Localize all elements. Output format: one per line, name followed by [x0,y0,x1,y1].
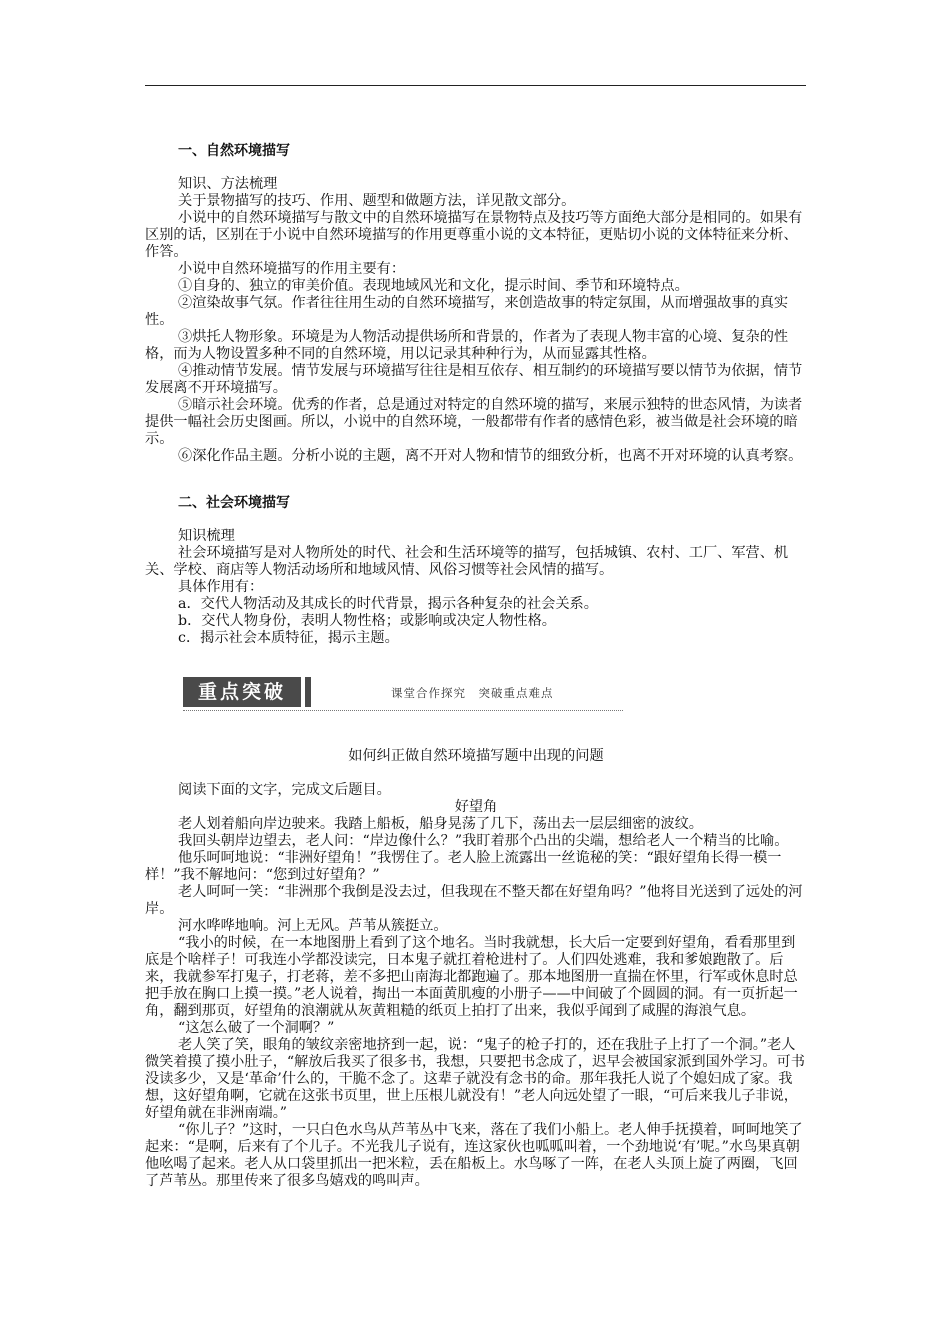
paragraph: ⑤暗示社会环境。优秀的作者，总是通过对特定的自然环境的描写，来展示独特的世态风情，为读者提供一幅社会历史图画。所以，小说中的自然环境，一般都带有作者的感情色彩，被当做是社会环境的暗示。 [145,397,803,447]
story-paragraph: “你儿子？”这时，一只白色水鸟从芦苇丛中飞来，落在了我们小船上。老人伸手抚摸着，呵呵地笑了起来：“是啊，后来有了个儿子。不光我儿子说有，连这家伙也呱呱叫着，一个劲地说‘有’呢。”水鸟果真朝他吆喝了起来。老人从口袋里抓出一把米粒，丢在船板上。水鸟啄了一阵，在老人头顶上旋了两圈，飞回了芦苇丛。那里传来了很多鸟嬉戏的鸣叫声。 [145,1122,803,1189]
banner-dotted-line [183,710,623,712]
section1-heading: 一、自然环境描写 [178,143,290,159]
section-banner [183,677,623,713]
paragraph: ①自身的、独立的审美价值。表现地域风光和文化，提示时间、季节和环境特点。 [178,278,689,294]
paragraph: 知识梳理 [178,528,235,544]
section1-body [145,176,807,465]
story-paragraph: 河水哗哗地响。河上无风。芦苇从簇挺立。 [178,918,448,934]
story-paragraph: 老人笑了笑，眼角的皱纹亲密地挤到一起，说：“鬼子的枪子打的，还在我肚子上打了一个洞。”老人微笑着摸了摸小肚子，“解放后我买了很多书，我想，只要把书念成了，迟早会被国家派到国外学习。可书没读多少，又是‘革命’什么的，干脆不念了。这辈子就没有念书的命。那年我托人说了个媳妇成了家。我想，这好望角啊，它就在这张书页里，世上压根儿就没有！”老人向远处望了一眼，“可后来我儿子非说，好望角就在非洲南端。” [145,1037,805,1121]
story-paragraph: 他乐呵呵地说：“非洲好望角！”我愣住了。老人脸上流露出一丝诡秘的笑：“跟好望角长得一模一样！”我不解地问：“您到过好望角？” [145,850,782,883]
story-paragraph: 我回头朝岸边望去，老人问：“岸边像什么？”我盯着那个凸出的尖端，想给老人一个精当的比喻。 [178,833,789,849]
paragraph: 小说中自然环境描写的作用主要有： [178,261,406,277]
header-rule [145,85,806,86]
banner-title: 重点突破 [183,677,301,707]
banner-subtitle: 课堂合作探究 突破重点难点 [391,686,554,700]
instruction: 阅读下面的文字，完成文后题目。 [178,782,391,798]
paragraph: a．交代人物活动及其成长的时代背景，揭示各种复杂的社会关系。 [178,596,598,612]
banner-bar [305,677,311,707]
reading-section [145,782,807,1190]
story-paragraph: “我小的时候，在一本地图册上看到了这个地名。当时我就想，长大后一定要到好望角，看看那里到底是个啥样子！可我连小学都没读完，日本鬼子就扛着枪进村了。人们四处逃难，我和爹娘跑散了。后来，我就参军打鬼子，打老蒋，差不多把山南海北都跑遍了。那本地图册一直揣在怀里，行军或休息时总把手放在胸口上摸一摸。”老人说着，掏出一本面黄肌瘦的小册子——中间破了个圆圆的洞。有一页折起一角，翻到那页，好望角的浪潮就从灰黄粗糙的纸页上拍打了出来，我似乎闻到了咸腥的海浪气息。 [145,935,798,1019]
section2-body [145,528,807,647]
paragraph: 具体作用有： [178,579,264,595]
paragraph: b．交代人物身份，表明人物性格；或影响或决定人物性格。 [178,613,556,629]
story-paragraph: 老人呵呵一笑：“非洲那个我倒是没去过，但我现在不整天都在好望角吗？”他将目光送到了远处的河岸。 [145,884,803,917]
story-paragraph: “这怎么破了一个洞啊？” [178,1020,335,1036]
paragraph: c．揭示社会本质特征，揭示主题。 [178,630,399,646]
paragraph: 关于景物描写的技巧、作用、题型和做题方法，详见散文部分。 [178,193,576,209]
story-paragraph: 老人划着船向岸边驶来。我踏上船板，船身晃荡了几下，荡出去一层层细密的波纹。 [178,816,703,832]
story-title: 好望角 [454,799,498,815]
paragraph: 小说中的自然环境描写与散文中的自然环境描写在景物特点及技巧等方面绝大部分是相同的。如果有区别的话，区别在于小说中自然环境描写的作用更尊重小说的文本特征，更贴切小说的文体特征来分析、作答。 [145,210,803,260]
paragraph: ③烘托人物形象。环境是为人物活动提供场所和背景的，作者为了表现人物丰富的心境、复杂的性格，而为人物设置多种不同的自然环境，用以记录其种种行为，从而显露其性格。 [145,329,789,362]
paragraph: ④推动情节发展。情节发展与环境描写往往是相互依存、相互制约的环境描写要以情节为依据，情节发展离不开环境描写。 [145,363,803,396]
section2-heading: 二、社会环境描写 [178,495,290,511]
paragraph: 知识、方法梳理 [178,176,278,192]
paragraph: 社会环境描写是对人物所处的时代、社会和生活环境等的描写，包括城镇、农村、工厂、军营、机关、学校、商店等人物活动场所和地域风情、风俗习惯等社会风情的描写。 [145,545,789,578]
topic-title: 如何纠正做自然环境描写题中出现的问题 [348,748,604,764]
paragraph: ②渲染故事气氛。作者往往用生动的自然环境描写，来创造故事的特定氛围，从而增强故事的真实性。 [145,295,789,328]
paragraph: ⑥深化作品主题。分析小说的主题，离不开对人物和情节的细致分析，也离不开对环境的认真考察。 [178,448,803,464]
